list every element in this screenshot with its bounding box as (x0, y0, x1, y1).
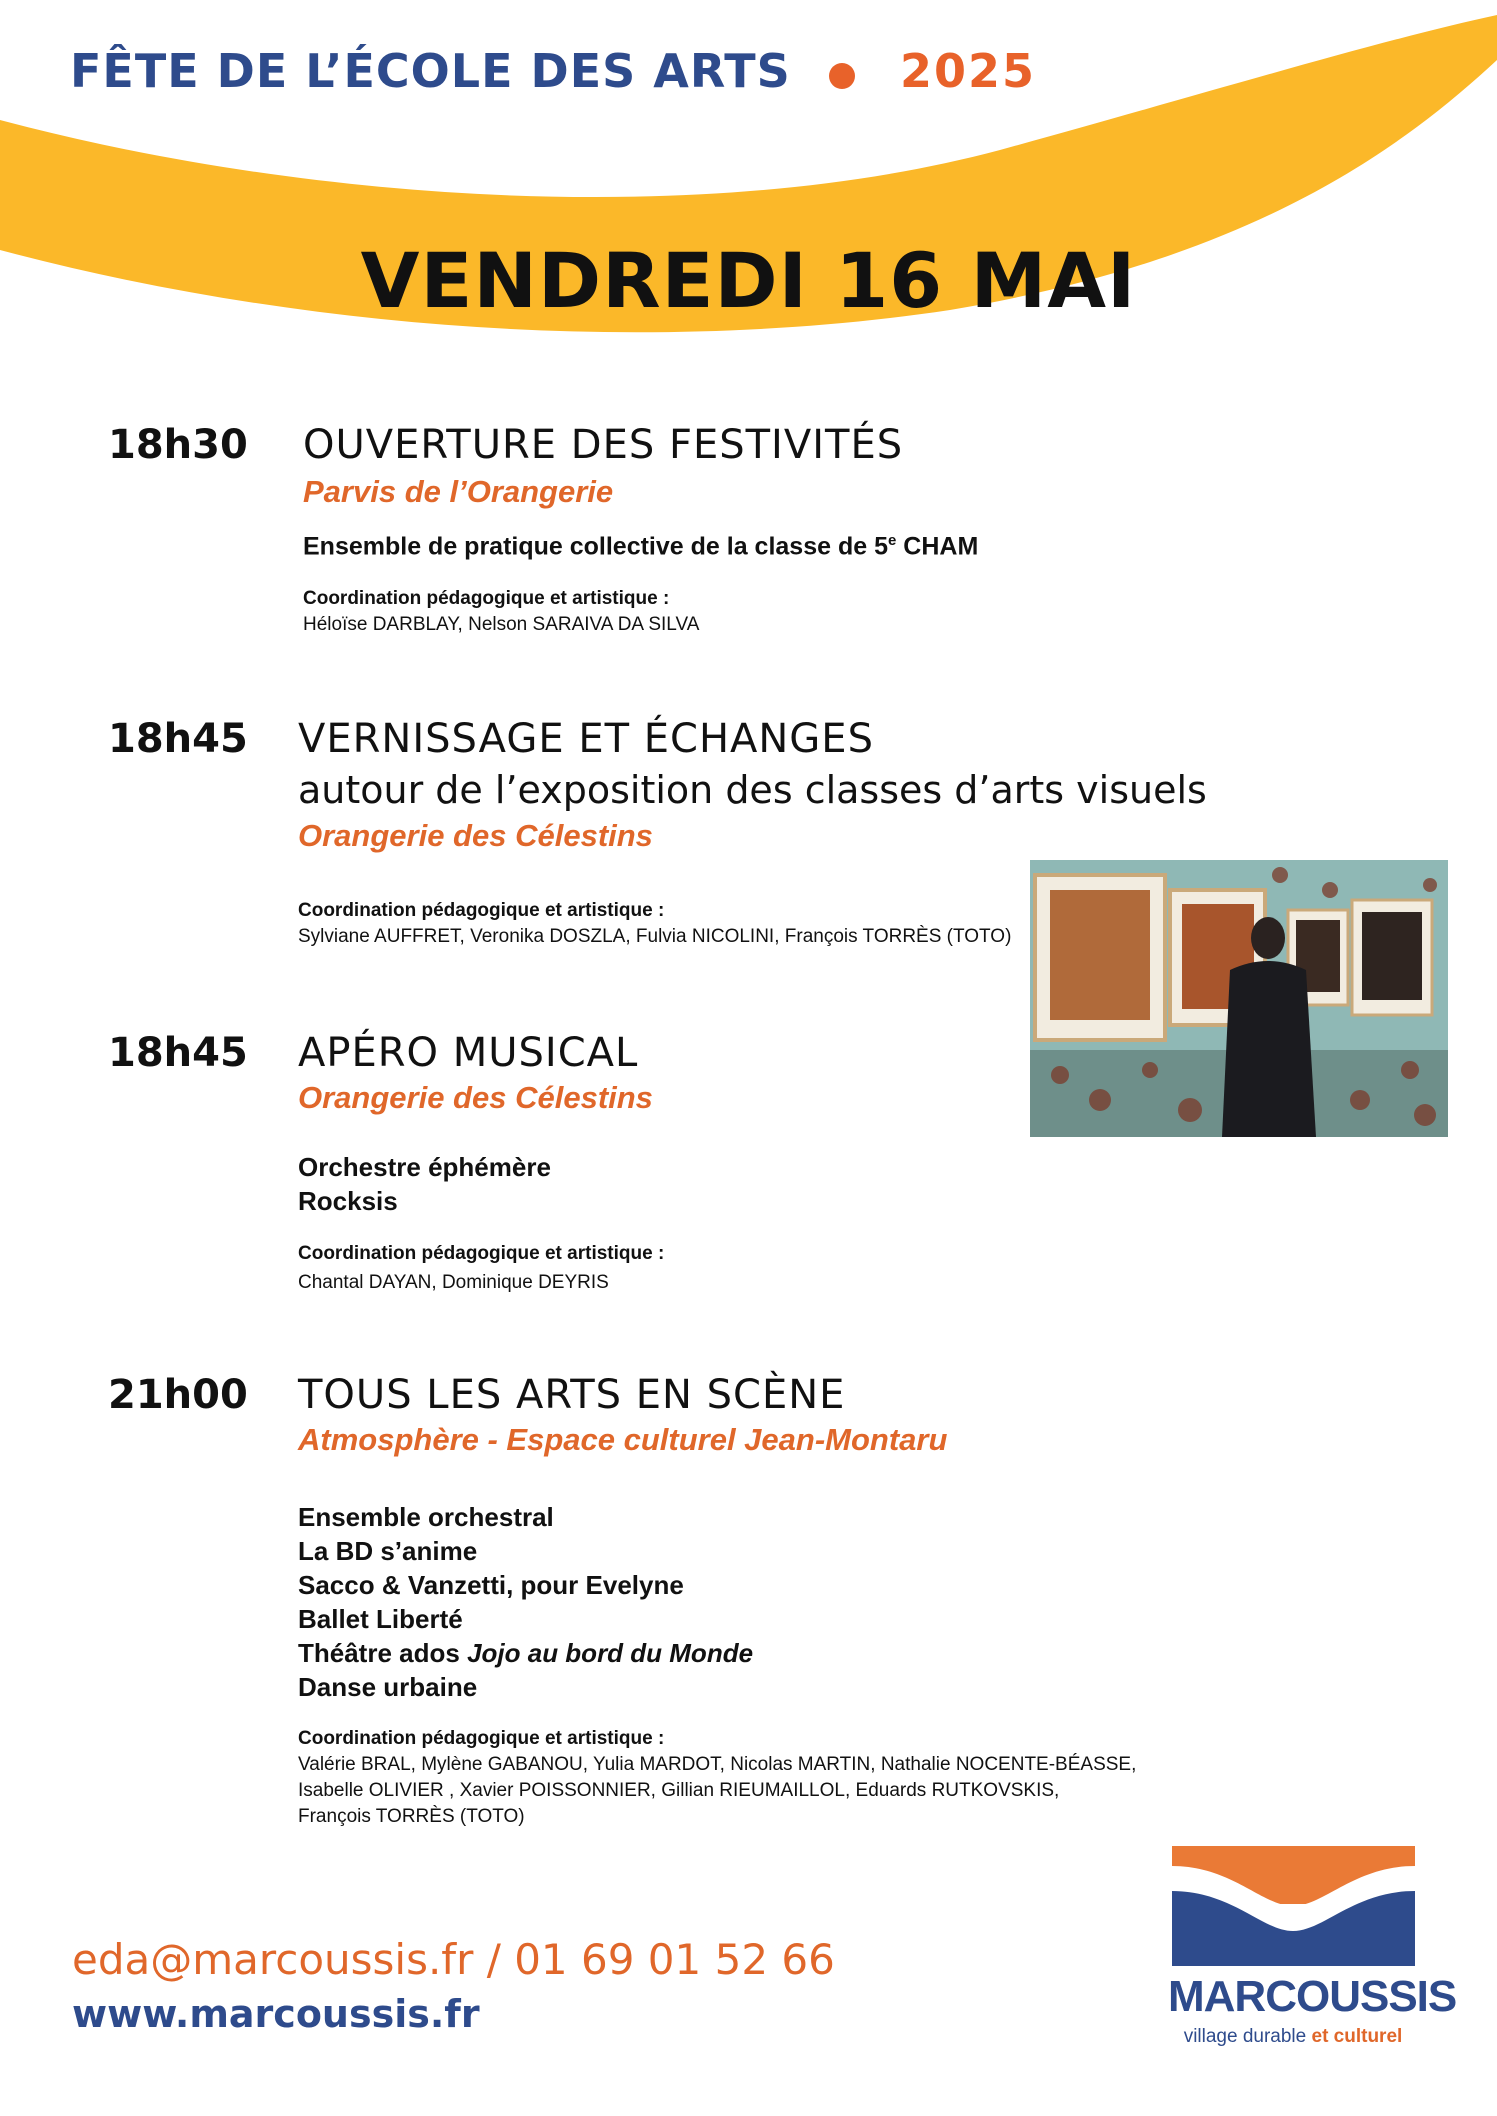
event-day-heading: VENDREDI 16 MAI (360, 236, 1137, 325)
event-program-list (298, 1150, 551, 1218)
exhibition-photo (1030, 860, 1448, 1137)
event-subtitle: autour de l’exposition des classes d’arts visuels (298, 768, 1207, 812)
marcoussis-logo-icon (1172, 1846, 1415, 2086)
title-dot-separator (829, 63, 855, 89)
event-time: 18h30 (108, 422, 248, 468)
logo-name: MARCOUSSIS (1168, 1972, 1457, 2021)
coordination-names: Héloïse DARBLAY, Nelson SARAIVA DA SILVA (303, 614, 700, 635)
program-item: Sacco & Vanzetti, pour Evelyne (298, 1570, 684, 1600)
event-title: VERNISSAGE ET ÉCHANGES (298, 716, 874, 762)
event-program-item: Ensemble de pratique collective de la classe de 5e CHAM (303, 532, 979, 561)
coordination-label: Coordination pédagogique et artistique : (298, 900, 665, 921)
event-title: OUVERTURE DES FESTIVITÉS (303, 422, 904, 468)
coordination-label: Coordination pédagogique et artistique : (298, 1728, 665, 1749)
coordination-names: Chantal DAYAN, Dominique DEYRIS (298, 1272, 609, 1293)
event-title: APÉRO MUSICAL (298, 1030, 639, 1076)
program-item: Ballet Liberté (298, 1604, 463, 1634)
program-item: Rocksis (298, 1186, 398, 1216)
event-title: TOUS LES ARTS EN SCÈNE (298, 1372, 846, 1418)
program-item: Orchestre éphémère (298, 1152, 551, 1182)
event-program-list (298, 1500, 753, 1704)
event-venue: Orangerie des Célestins (298, 1080, 653, 1115)
program-item: Ensemble orchestral (298, 1502, 554, 1532)
event-time: 18h45 (108, 716, 248, 762)
coordination-names: Sylviane AUFFRET, Veronika DOSZLA, Fulvia NICOLINI, François TORRÈS (TOTO) (298, 926, 1012, 947)
logo-tagline: village durable et culturel (1183, 2026, 1403, 2047)
footer-website-link[interactable]: www.marcoussis.fr (72, 1992, 480, 2036)
coordination-names: Valérie BRAL, Mylène GABANOU, Yulia MARDOT, Nicolas MARTIN, Nathalie NOCENTE-BÉASSE, Isabelle OLIVIER , Xavier POISSONNIER, Gillian RIEUMAILLOL, Eduards RUTKOVSKIS, François TORRÈS (TOTO) (298, 1754, 1137, 1827)
program-item: La BD s’anime (298, 1536, 478, 1566)
event-venue: Parvis de l’Orangerie (303, 474, 614, 509)
event-venue: Atmosphère - Espace culturel Jean-Montaru (298, 1422, 948, 1457)
program-item-theatre: Théâtre ados Jojo au bord du Monde (298, 1638, 754, 1668)
coordination-label: Coordination pédagogique et artistique : (298, 1243, 665, 1264)
event-time: 21h00 (108, 1372, 248, 1418)
festival-title: FÊTE DE L’ÉCOLE DES ARTS (70, 44, 791, 98)
program-item: Danse urbaine (298, 1672, 478, 1702)
event-venue: Orangerie des Célestins (298, 818, 653, 853)
footer-contact[interactable]: eda@marcoussis.fr / 01 69 01 52 66 (72, 1935, 835, 1984)
coordination-label: Coordination pédagogique et artistique : (303, 588, 670, 609)
festival-year: 2025 (900, 44, 1037, 98)
event-time: 18h45 (108, 1030, 248, 1076)
